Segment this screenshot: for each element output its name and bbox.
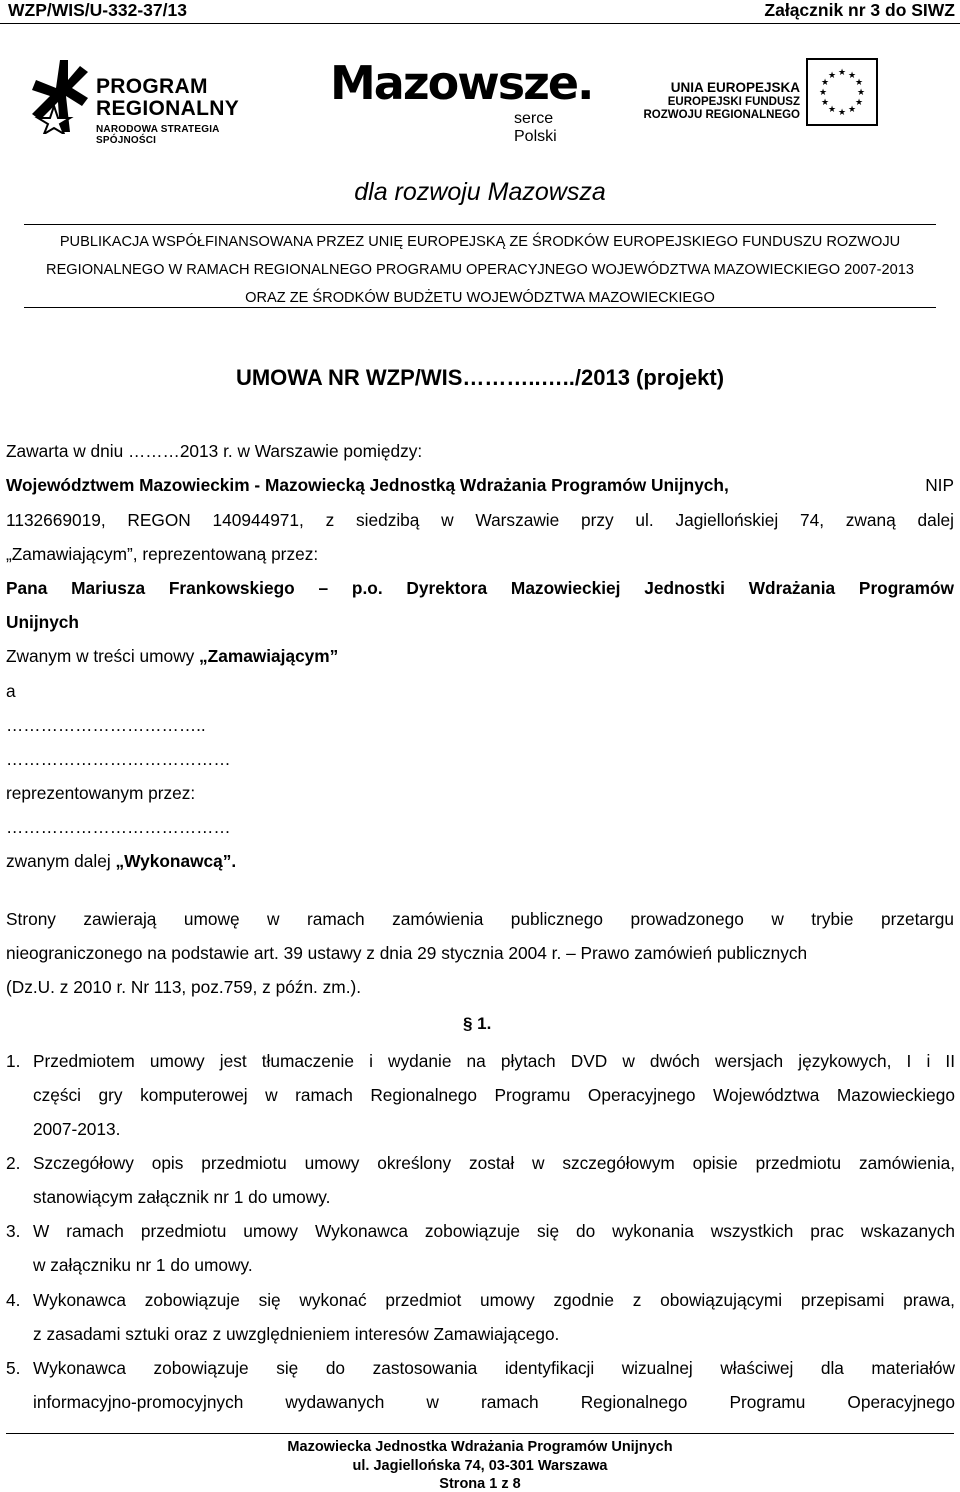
item-number: 2. [6,1153,21,1173]
svg-text:★: ★ [856,88,866,98]
called-prefix: Zwanym w treści umowy [6,646,200,666]
mazowsze-logo [330,54,600,144]
svg-text:★: ★ [837,68,847,78]
item-number: 5. [6,1358,21,1378]
item-3-line-1: W ramach przedmiotu umowy Wykonawca zobowiązuje się do wykonania wszystkich prac wskazanych [33,1221,955,1241]
intro-line-party [6,475,954,496]
item-5-line-2: informacyjno-promocyjnych wydawanych w ramach Regionalnego Programu Operacyjnego [33,1392,955,1412]
svg-text:★: ★ [820,78,830,88]
preamble-line-1: Strony zawierają umowę w ramach zamówienia publicznego prowadzonego w trybie przetargu [6,909,954,929]
svg-text:★: ★ [827,105,837,115]
intro-line-registry: 1132669019, REGON 140944971, z siedzibą w Warszawie przy ul. Jagiellońskiej 74, zwaną dalej [6,510,954,530]
logo-program-line: PROGRAM [96,75,208,98]
intro-line-director: Pana Mariusza Frankowskiego – p.o. Dyrektora Mazowieckiej Jednostki Wdrażania Programów [6,578,954,598]
item-1-line-1: Przedmiotem umowy jest tłumaczenie i wydanie na płytach DVD w dwóch wersjach językowych, I i II [33,1051,955,1071]
item-number: 3. [6,1221,21,1241]
intro-line-unijnych: Unijnych [6,612,79,632]
item-2-line-1: Szczegółowy opis przedmiotu umowy określony został w szczegółowym opisie przedmiotu zamówienia, [33,1153,955,1173]
logo-nss-line: NARODOWA STRATEGIA SPÓJNOŚCI [96,124,220,146]
footer-rule [6,1433,954,1434]
eu-flag-icon [806,58,878,126]
intro-line-concluded: Zawarta w dniu ………2013 r. w Warszawie pomiędzy: [6,441,423,461]
header-rule [0,23,960,24]
eu-line-3: ROZWOJU REGIONALNEGO [643,108,800,121]
document-reference: WZP/WIS/U-332-37/13 [8,0,187,20]
item-1-line-3: 2007-2013. [33,1119,121,1139]
preamble-line-2: nieograniczonego na podstawie art. 39 ustawy z dnia 29 stycznia 2004 r. – Prawo zamówień publicznych [6,943,808,963]
item-number: 1. [6,1051,21,1071]
svg-text:★: ★ [854,78,864,88]
slogan: dla rozwoju Mazowsza [354,178,606,206]
mazowsze-tagline: serce Polski [514,110,557,145]
item-number: 4. [6,1290,21,1310]
item-3-line-2: w załączniku nr 1 do umowy. [33,1255,253,1275]
logo-regionalny-line: REGIONALNY [96,97,240,121]
publication-line-3: ORAZ ZE ŚRODKÓW BUDŻETU WOJEWÓDZTWA MAZOWIECKIEGO [245,290,715,306]
item-4-line-2: z zasadami sztuki oraz z uwzględnieniem interesów Zamawiającego. [33,1324,560,1344]
star-figure-icon [30,58,92,134]
slogan-rule [24,224,936,225]
nip-label: NIP [925,475,954,495]
svg-text:★: ★ [854,98,864,108]
svg-text:★: ★ [847,71,857,81]
svg-text:★: ★ [818,88,828,98]
section-heading: § 1. [463,1014,492,1033]
program-regionalny-logo [30,58,280,146]
wykonawca-term: „Wykonawcą”. [115,851,237,871]
preamble-line-3: (Dz.U. z 2010 r. Nr 113, poz.759, z późn. zm.). [6,977,362,997]
contractor-prefix: zwanym dalej [6,851,116,871]
contractor-placeholder-2: ………………………………… [6,749,231,769]
publication-line-1: PUBLIKACJA WSPÓŁFINANSOWANA PRZEZ UNIĘ EUROPEJSKĄ ZE ŚRODKÓW EUROPEJSKIEGO FUNDUSZU ROZWOJU [59,234,901,250]
item-5-line-1: Wykonawca zobowiązuje się do zastosowania identyfikacji wizualnej właściwej dla materiałów [33,1358,955,1378]
publication-rule [24,307,936,308]
publication-line-2: REGIONALNEGO W RAMACH REGIONALNEGO PROGRAMU OPERACYJNEGO WOJEWÓDZTWA MAZOWIECKIEGO 2007-2013 [46,262,914,278]
page-number: Strona 1 z 8 [439,1476,521,1492]
contractor-placeholder-1: …………………………….. [6,715,206,735]
intro-line-represented-by: reprezentowanym przez: [6,783,196,803]
svg-text:★: ★ [837,108,847,118]
item-1-line-2: części gry komputerowej w ramach Regionalnego Programu Operacyjnego Województwa Mazowieckiego [33,1085,955,1105]
zamawiajacy-term: „Zamawiającym” [199,646,339,666]
mazowsze-wordmark: Mazowsze. [330,56,593,110]
svg-text:★: ★ [820,98,830,108]
eu-logo-text [640,80,800,122]
svg-text:★: ★ [827,71,837,81]
intro-line-and: a [6,681,16,701]
attachment-label: Załącznik nr 3 do SIWZ [764,0,955,20]
intro-line-represented: „Zamawiającym”, reprezentowaną przez: [6,544,319,564]
eu-line-1: UNIA EUROPEJSKA [670,80,800,95]
contract-title: UMOWA NR WZP/WIS………..…../2013 (projekt) [235,365,725,390]
item-4-line-1: Wykonawca zobowiązuje się wykonać przedmiot umowy zgodnie z obowiązującymi przepisami prawa, [33,1290,955,1310]
footer-organization: Mazowiecka Jednostka Wdrażania Programów Unijnych [287,1439,673,1455]
intro-line-called [6,646,338,667]
intro-line-contractor [6,851,236,872]
item-2-line-2: stanowiącym załącznik nr 1 do umowy. [33,1187,331,1207]
party-name: Województwem Mazowieckim - Mazowiecką Jednostką Wdrażania Programów Unijnych, [6,475,729,495]
eu-line-2: EUROPEJSKI FUNDUSZ [667,95,800,108]
svg-text:★: ★ [847,105,857,115]
representative-placeholder: ………………………………… [6,817,231,837]
footer-address: ul. Jagiellońska 74, 03-301 Warszawa [352,1458,608,1474]
